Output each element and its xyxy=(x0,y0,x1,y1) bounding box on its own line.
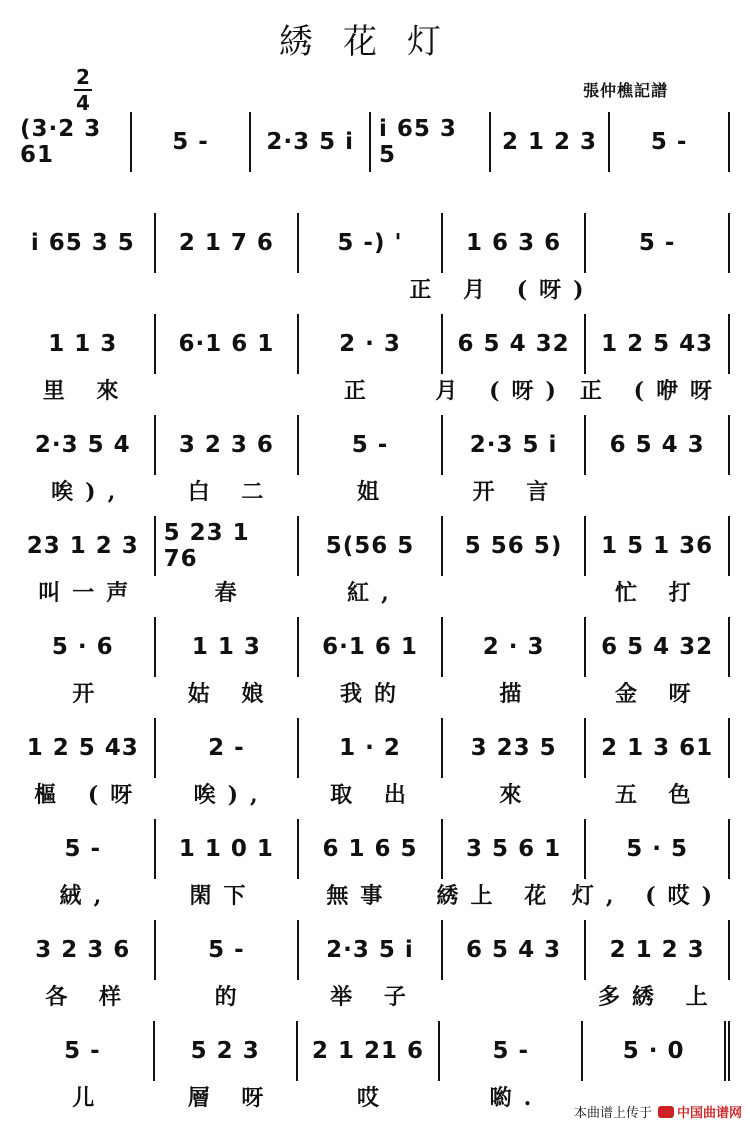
lyric-text: 正 xyxy=(343,378,378,404)
measure: 3 5 6 1 xyxy=(443,819,587,879)
measure: 3 23 5 xyxy=(443,718,587,778)
measure: 2 1 21 6 xyxy=(298,1021,441,1081)
measure: 2·3 5 4 xyxy=(18,415,156,475)
measure: 2·3 5 i xyxy=(299,920,443,980)
lyric-text: 儿 xyxy=(72,1085,107,1111)
measure: 1 6 3 6 xyxy=(443,213,587,273)
logo-text: 中国曲谱网 xyxy=(676,1106,742,1121)
lyric-text: 开 xyxy=(72,681,107,707)
notation-line xyxy=(18,213,730,273)
lyric-text: 叫一声 xyxy=(38,580,141,606)
measure: 2 1 7 6 xyxy=(156,213,300,273)
lyrics-line xyxy=(18,778,730,808)
score-row xyxy=(18,112,730,202)
score-row xyxy=(18,314,730,404)
measure: 2 · 3 xyxy=(299,314,443,374)
lyric-text: 姑 娘 xyxy=(187,681,276,707)
lyric-text: 描 xyxy=(499,681,534,707)
lyric-text xyxy=(18,172,137,202)
measure: 6 5 4 3 xyxy=(586,415,730,475)
measure: i 65 3 5 xyxy=(18,213,156,273)
notation-line xyxy=(18,617,730,677)
score-row xyxy=(18,516,730,606)
measure: 5 2 3 xyxy=(155,1021,298,1081)
measure: (3·2 3 61 xyxy=(18,112,132,172)
notation-line xyxy=(18,415,730,475)
measure: 5 - xyxy=(299,415,443,475)
lyric-text: 举 子 xyxy=(330,984,418,1010)
lyric-text: 开 言 xyxy=(472,479,561,505)
lyrics-line xyxy=(18,374,730,404)
measure: 2 - xyxy=(156,718,300,778)
measure: 1 5 1 36 xyxy=(586,516,730,576)
measure: 5 - xyxy=(18,819,156,879)
notation-line xyxy=(18,718,730,778)
footer xyxy=(574,1102,742,1121)
lyrics-line xyxy=(18,475,730,505)
time-signature-bottom: 4 xyxy=(76,91,90,115)
measure: 1 · 2 xyxy=(299,718,443,778)
lyric-text: 取 出 xyxy=(330,782,418,808)
measure: 3 2 3 6 xyxy=(18,920,156,980)
page-title: 綉花灯 xyxy=(279,22,471,62)
measure: 6 1 6 5 xyxy=(299,819,443,879)
lyric-text: 層 呀 xyxy=(187,1085,276,1111)
notation-line xyxy=(18,112,730,172)
measure: 5(56 5 xyxy=(299,516,443,576)
lyric-text: 唉), xyxy=(193,782,270,808)
notation-line xyxy=(18,516,730,576)
score-row xyxy=(18,415,730,505)
score-row xyxy=(18,1021,730,1111)
measure: 3 2 3 6 xyxy=(156,415,300,475)
measure: 5 - xyxy=(156,920,300,980)
time-signature xyxy=(72,66,94,114)
measure: 5 · 6 xyxy=(18,617,156,677)
lyric-text xyxy=(255,172,374,202)
lyric-text: 白 二 xyxy=(187,479,276,505)
measure: 5 · 5 xyxy=(586,819,730,879)
measure: 2·3 5 i xyxy=(443,415,587,475)
measure: 5 - xyxy=(440,1021,583,1081)
measure: 5 - xyxy=(610,112,730,172)
measure: 1 1 0 1 xyxy=(156,819,300,879)
lyric-text: 正 (咿呀 xyxy=(579,378,724,404)
measure: 5 - xyxy=(586,213,730,273)
site-logo[interactable] xyxy=(658,1102,742,1121)
measure: 2 · 3 xyxy=(443,617,587,677)
lyric-text: 春 xyxy=(214,580,249,606)
lyric-text xyxy=(445,576,587,606)
notation-line xyxy=(18,314,730,374)
measure: 1 2 5 43 xyxy=(18,718,156,778)
measure: 2·3 5 i xyxy=(251,112,371,172)
score-row xyxy=(18,213,730,303)
measure: i 65 3 5 xyxy=(371,112,491,172)
measure: 2 1 2 3 xyxy=(491,112,611,172)
measure: 6·1 6 1 xyxy=(299,617,443,677)
lyrics-line xyxy=(18,980,730,1010)
lyric-text xyxy=(275,273,403,303)
arranger-credit: 張仲樵記譜 xyxy=(582,81,668,100)
lyric-text: 我的 xyxy=(340,681,409,707)
lyric-text xyxy=(146,273,274,303)
notation-line xyxy=(18,920,730,980)
lyric-text: 樞 (呀 xyxy=(34,782,145,808)
lyric-text: 的 xyxy=(214,984,249,1010)
logo-icon xyxy=(658,1106,674,1118)
lyric-text xyxy=(493,172,612,202)
lyric-text: 唉), xyxy=(51,479,128,505)
lyric-text: 來 xyxy=(499,782,534,808)
notation-line xyxy=(18,819,730,879)
lyric-text: 紅, xyxy=(347,580,401,606)
lyric-text: 閑下 xyxy=(189,883,258,909)
lyric-text: 五 色 xyxy=(614,782,703,808)
measure: 2 1 3 61 xyxy=(586,718,730,778)
lyric-text: 絨, xyxy=(59,883,114,909)
lyric-text: 多綉 上 xyxy=(597,984,720,1010)
lyric-text: 姐 xyxy=(357,479,392,505)
lyrics-line xyxy=(18,576,730,606)
measure: 5 - xyxy=(132,112,252,172)
lyric-text xyxy=(588,475,730,505)
measure: 5 -) ' xyxy=(299,213,443,273)
lyric-text: 正 月 (呀) xyxy=(409,277,596,303)
lyric-text xyxy=(137,172,256,202)
lyric-text xyxy=(445,980,587,1010)
lyric-text: 金 呀 xyxy=(614,681,703,707)
lyric-text xyxy=(18,273,146,303)
measure: 1 1 3 xyxy=(18,314,156,374)
lyrics-line xyxy=(18,172,730,202)
lyric-text xyxy=(611,172,730,202)
measure: 1 1 3 xyxy=(156,617,300,677)
score-row xyxy=(18,617,730,707)
score-row xyxy=(18,819,730,909)
measure: 6 5 4 32 xyxy=(443,314,587,374)
lyric-text: 喲. xyxy=(489,1085,544,1111)
lyrics-line xyxy=(18,273,730,303)
time-signature-top: 2 xyxy=(76,65,90,89)
notation-line xyxy=(18,1021,730,1081)
lyric-text: 綉上 花 xyxy=(436,883,559,909)
lyric-text: 灯, (哎) xyxy=(571,883,725,909)
lyrics-line xyxy=(18,677,730,707)
lyric-text xyxy=(602,273,730,303)
measure: 6·1 6 1 xyxy=(156,314,300,374)
measure: 5 - xyxy=(18,1021,155,1081)
measure: 5 56 5) xyxy=(443,516,587,576)
lyrics-line xyxy=(18,879,730,909)
lyric-text: 各 样 xyxy=(45,984,134,1010)
score-row xyxy=(18,920,730,1010)
measure: 5 · 0 xyxy=(583,1021,730,1081)
footer-text: 本曲谱上传于 xyxy=(573,1106,652,1121)
measure: 5 23 1 76 xyxy=(156,516,300,576)
lyric-text: 月 (呀) xyxy=(435,378,568,404)
lyric-text: 哎 xyxy=(357,1085,392,1111)
lyric-text: 無事 xyxy=(326,883,395,909)
lyric-text xyxy=(155,374,292,404)
measure: 1 2 5 43 xyxy=(586,314,730,374)
measure: 6 5 4 3 xyxy=(443,920,587,980)
measure: 6 5 4 32 xyxy=(586,617,730,677)
lyric-text: 里 來 xyxy=(42,378,131,404)
measure: 2 1 2 3 xyxy=(586,920,730,980)
lyric-text: 忙 打 xyxy=(614,580,703,606)
measure: 23 1 2 3 xyxy=(18,516,156,576)
score-row xyxy=(18,718,730,808)
lyric-text xyxy=(374,172,493,202)
